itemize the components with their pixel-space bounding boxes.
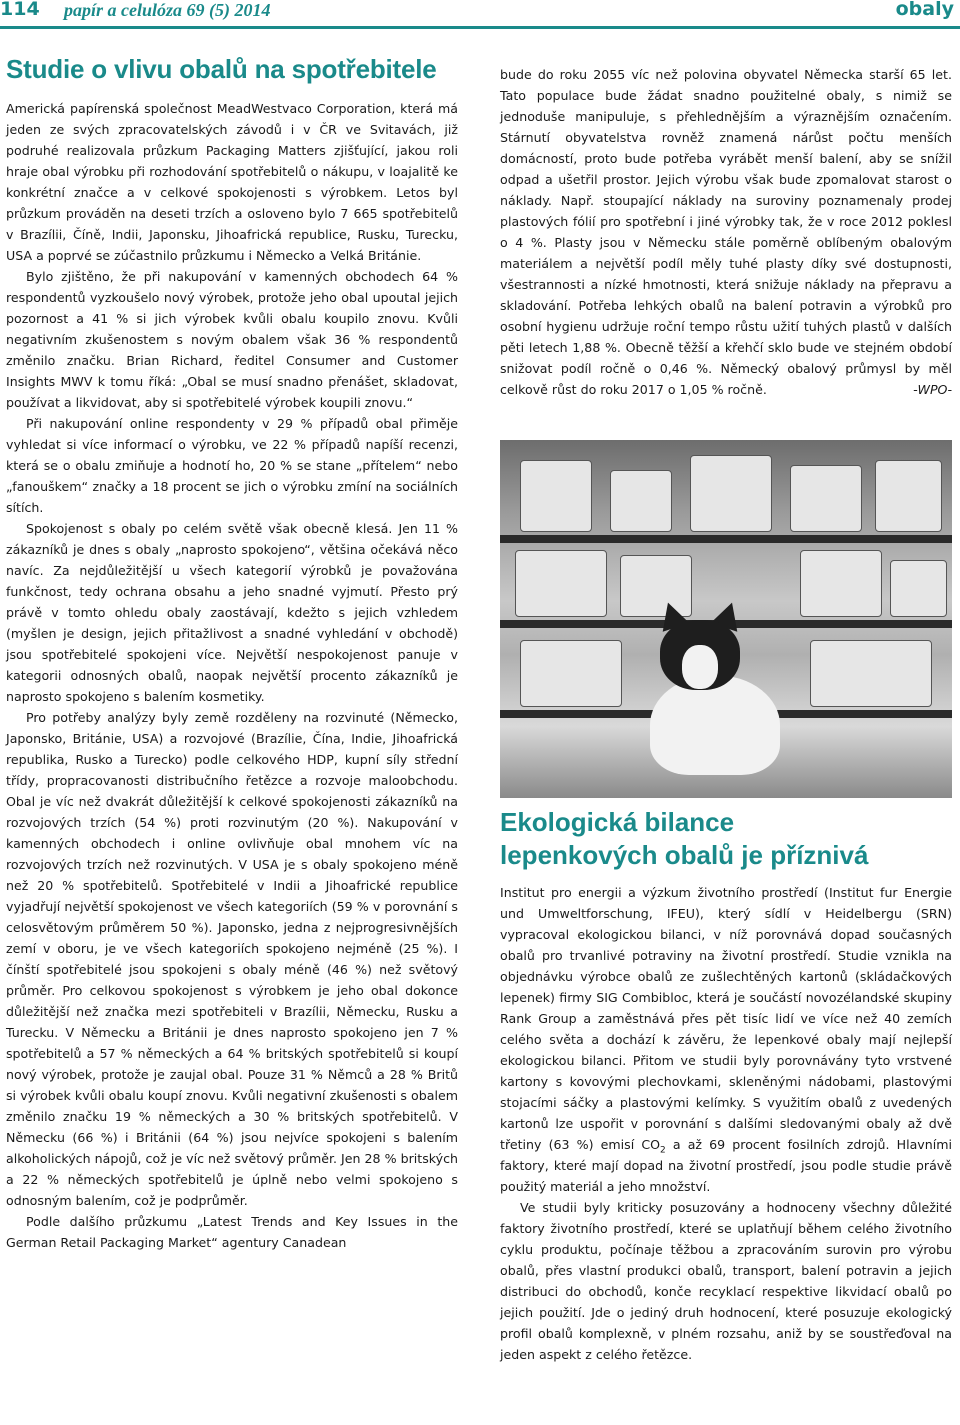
journal-name: papír a celulóza 69 (5) 2014 bbox=[64, 0, 271, 20]
shelf bbox=[500, 535, 952, 543]
title-line: Ekologická bilance bbox=[500, 807, 735, 837]
paragraph: Americká papírenská společnost MeadWestvaco Corporation, která má jeden ze svých zpracovatelských závodů i v ČR ve Svitavách, již podruhé realizovala průzkum Packaging Matters zjišťující, jakou roli hraje obal výrobku při rozhodování spotřebitelů o nákupu, v loajalitě ke konkrétní značce a v celkové spokojenosti s výrobkem. Letos byl průzkum prováděn na deseti trzích a osloveno bylo 7 665 spotřebitelů v Brazílii, Číně, Indii, Japonsku, Jihoafrická republice, Rusku, Turecku, USA a poprvé se zúčastnilo průzkumu i Německo a Velká Británie. bbox=[6, 101, 458, 263]
product-package bbox=[690, 455, 772, 532]
cat-face bbox=[682, 645, 718, 689]
paragraph-text: a až 69 procent fosilních zdrojů. Hlavními faktory, které mají dopad na životní prostředí, jsou podle studie právě použitý materiál a jeho množství. bbox=[500, 1137, 953, 1194]
product-package bbox=[800, 550, 882, 617]
product-package bbox=[520, 640, 622, 707]
product-package bbox=[810, 640, 932, 707]
paragraph-text: bude do roku 2055 víc než polovina obyvatel Německa starší 65 let. Tato populace bude žádat snadno použitelné obaly, s nimiž se jednoduše manipuluje, s přehlednějším a výraznějším označením. Stárnutí obyvatelstva rovněž znamená nárůst počtu menších domácností, proto bude potřeba vyrábět menší balení, aby se snížil odpad a ušetřil prostor. Jejich výrobu však bude zpomalovat starost o náklady. Např. stoupající náklady na suroviny poznamenaly prodej plastových fólií pro spotřební i jiné výrobky tak, že v roce 2012 poklesl o 4 %. Plasty jsou v Německu stále poměrně oblíbeným obalovým materiálem a největší podíl měly tuhé plasty díky své dostupnosti, všestrannosti a nízké hmotnosti, která snižuje náklady na přepravu a skladování. Potřeba lehkých obalů na balení potravin a výrobků pro osobní hygienu udržuje roční tempo růstu užití tuhých plastů v dalších pěti letech 1,88 %. Obecně těžší a křehčí sklo bude ve stejném období snižovat podíl ročně o 0,46 %. Německý obalový průmysl by měl celkově růst do roku 2017 o 1,05 % ročně. bbox=[500, 67, 952, 397]
article-title-1: Studie o vlivu obalů na spotřebitele bbox=[6, 54, 437, 84]
article-2-column bbox=[500, 882, 952, 1365]
paragraph-continued bbox=[500, 64, 952, 400]
article-1-right-column bbox=[500, 64, 952, 400]
paragraph: Bylo zjištěno, že při nakupování v kamenných obchodech 64 % respondentů vyzkoušelo nový výrobek, protože jeho obal upoutal jejich pozornost a 41 % si jich výrobek kvůli obalu koupilo znovu. Kvůli negativním zkušenostem s novým obalem však 36 % respondentů změnilo značku. Brian Richard, ředitel Consumer and Customer Insights MWV k tomu říká: „Obal se musí snadno přenášet, skladovat, používat a likvidovat, aby si spotřebitelé výrobek koupili znovu.“ bbox=[6, 269, 458, 410]
paragraph: Podle dalšího průzkumu „Latest Trends and Key Issues in the German Retail Packaging Market“ agentury Canadean bbox=[6, 1214, 458, 1250]
product-package bbox=[890, 560, 947, 617]
product-package bbox=[520, 460, 592, 532]
paragraph: Ve studii byly kriticky posuzovány a hodnoceny všechny důležité faktory životního prostředí, které se uplatňují během celého životního cyklu produktu, počínaje těžbou a zpracováním surovin pro výrobu obalů, přes vlastní produkci obalů, transport, balení potravin a jejich distribuci do obchodů, konče recyklací respektive likvidací obalů po jejich použití. Jde o jediný druh hodnocení, které posuzuje ekologický profil obalů komplexně, v plném rozsahu, aniž by se soustřeďoval na jeden aspekt z celého řetězce. bbox=[500, 1200, 952, 1362]
cat-in-shop-photo bbox=[500, 440, 952, 798]
article-1-left-column bbox=[6, 98, 458, 1253]
section-name: obaly bbox=[895, 0, 954, 20]
page-header bbox=[0, 0, 960, 29]
signature: -WPO- bbox=[913, 382, 952, 397]
page-number: 114 bbox=[0, 0, 40, 20]
paragraph-text: Institut pro energii a výzkum životního prostředí (Institut fur Energie und Umweltforschung, IFEU), který sídlí v Heidelbergu (SRN) vypracoval ekologickou bilanci, v níž porovnává dopad současných obalů pro trvanlivé potraviny na životní prostředí. Studie vznikla na objednávku výrobce obalů ze zušlechtěných kartonů (skládačkových lepenek) firmy SIG Combibloc, která je součástí novozélandské skupiny Rank Group a zaměstnává přes pět tisíc lidí ve více než 40 zemích celého světa a dochází k závěru, že lepenkové obaly mají nejlepší ekologickou bilanci. Přitom ve studii byly porovnávány tyto vrstvené kartony s kovovými plechovkami, skleněnými nádobami, plastovými stojacími sáčky a plastovými kelímky. S využitím obalů z uvedených kartonů lze uspořit v porovnání s dalšími sledovanými obaly až dvě třetiny (63 %) emisí CO bbox=[500, 885, 952, 1152]
product-package bbox=[515, 550, 607, 617]
product-package bbox=[875, 460, 942, 532]
title-line: lepenkových obalů je příznivá bbox=[500, 840, 869, 870]
subscript: 2 bbox=[660, 1145, 666, 1156]
paragraph: Spokojenost s obaly po celém světě však obecně klesá. Jen 11 % zákazníků je dnes s obaly „naprosto spokojeno“, většina očekává něco navíc. Za nejdůležitější u všech kategorií výrobků je považována funkčnost, tedy ochrana obsahu a jeho snadné vyjmutí. Přesto prý právě v tomto ohledu obaly zaostávají, kdežto s jejich vzhledem (myšlen je design, jejich přitažlivost a snadné vyhledání v obchodě) jsou spotřebitelé spokojeni více. Největší nespokojenost panuje v kategorii odnosných obalů, naopak největší procento zákazníků je naprosto spokojeno s balením kosmetiky. bbox=[6, 521, 458, 704]
paragraph bbox=[500, 882, 952, 1197]
paragraph: Při nakupování online respondenty v 29 % případů obal přiměje vyhledat si více informací o výrobku, ve 22 % případů napíší recenzi, která se o obalu zmiňuje a hodnotí ho, 20 % se stane „přítelem“ nebo „fanouškem“ značky a 18 procent se jich o výrobku zmíní na sociálních sítích. bbox=[6, 416, 458, 515]
article-title-2 bbox=[500, 806, 868, 872]
cat-body bbox=[650, 675, 780, 775]
paragraph: Pro potřeby analýzy byly země rozděleny na rozvinuté (Německo, Japonsko, Británie, USA) a rozvojové (Brazílie, Čína, Indie, Jihoafrická republika, Rusko a Turecko) podle celkového HDP, kupní síly střední třídy, propracovanosti distribučního řetězce a rozvoje maloobchodu. Obal je víc než dvakrát důležitější k celkové spokojenosti zákazníků na rozvojových trzích (54 %) proti rozvinutým (20 %). Nakupování v kamenných obchodech i online ovlivňuje obal mnohem víc na rozvojových trzích než rozvinutých. V USA je s obaly spokojeno méně než 20 % spotřebitelů. Spotřebitelé v Indii a Jihoafrické republice vyjadřují největší spokojenost ve všech kategoriích (59 % v porovnání s celosvětovým průměrem 50 %). Japonsko, jedna z nejprogresivnějších zemí v oboru, je ve všech kategoriích spokojeno nejméně (25 %). I čínští spotřebitelé jsou spokojeni s obaly méně (46 %) než světový průměr. Pro celkovou spokojenost s výrobkem je jeho obal dokonce důležitější než značka mezi spotřebiteli v Brazílii, Německu, Rusku a Turecku. V Německu a Británii je dnes naprosto spokojeno jen 7 % spotřebitelů a 57 % německých a 64 % britských spotřebitelů si koupí nový výrobek, protože je zaujal obal. Pouze 31 % Němců a 28 % Britů si výrobek kvůli obalu koupí znovu. Kvůli negativní zkušenosti s obalem změnilo značku 19 % německých a 30 % britských spotřebitelů. V Německu (66 %) i Británii (64 %) jsou nejvíce spokojeni s balením alkoholických nápojů, což je víc než světový průměr. Jen 28 % britských a 22 % německých spotřebitelů je úplně nebo velmi spokojeno s odnosným balením, což je podprůměr. bbox=[6, 710, 458, 1208]
product-package bbox=[610, 470, 672, 532]
product-package bbox=[790, 465, 862, 532]
